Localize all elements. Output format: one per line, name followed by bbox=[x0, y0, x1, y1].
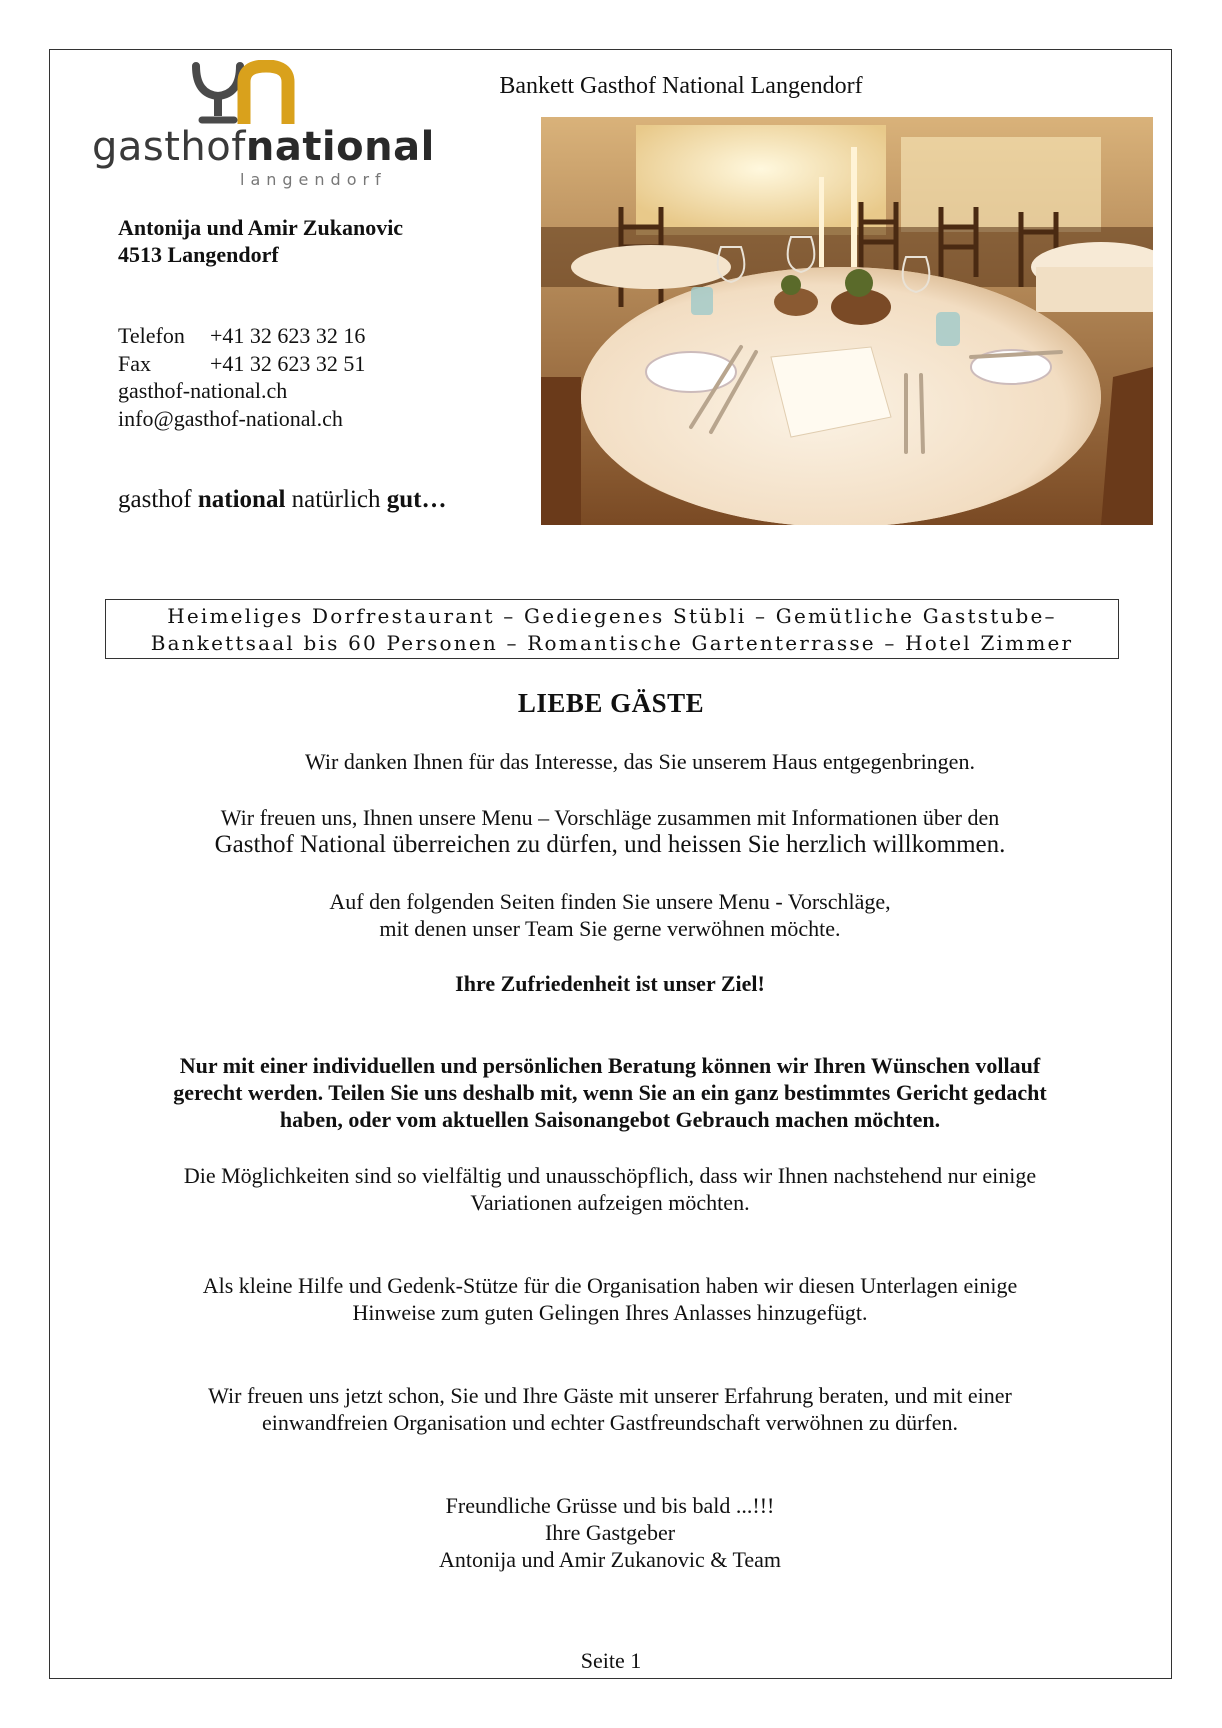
phone-row bbox=[118, 322, 365, 350]
contact-address bbox=[118, 214, 403, 268]
slogan: gasthof national natürlich gut… bbox=[118, 486, 447, 513]
features-line-1: Heimeliges Dorfrestaurant – Gediegenes Stübli – Gemütliche Gaststube– bbox=[167, 604, 1057, 628]
paragraph-thanks: Wir danken Ihnen für das Interesse, das Sie unserem Haus entgegenbringen. bbox=[305, 749, 975, 774]
paragraph-consulting: Nur mit einer individuellen und persönlichen Beratung können wir Ihren Wünschen vollauf gerecht werden. Teilen Sie uns deshalb mit, wenn Sie an ein ganz bestimmtes Gericht gedacht haben, oder vom aktuellen Saisonangebot Gebrauch machen möchten. bbox=[173, 1053, 1047, 1132]
logo-yn-icon bbox=[190, 60, 300, 128]
logo-subtitle: langendorf bbox=[240, 170, 387, 189]
paragraph-help: Als kleine Hilfe und Gedenk-Stütze für die Organisation haben wir diesen Unterlagen einige Hinweise zum guten Gelingen Ihres Anlasses hinzugefügt. bbox=[202, 1273, 1018, 1325]
contact-details bbox=[118, 322, 365, 432]
paragraph-goal: Ihre Zufriedenheit ist unser Ziel! bbox=[455, 971, 765, 996]
logo-wordmark: gasthofnational bbox=[92, 124, 435, 170]
fax-number: +41 32 623 32 51 bbox=[210, 350, 366, 376]
restaurant-table-photo bbox=[541, 117, 1153, 525]
fax-label: Fax bbox=[118, 350, 151, 376]
closing-signature: Freundliche Grüsse und bis bald ...!!! Ihre Gastgeber Antonija und Amir Zukanovic & Team bbox=[438, 1493, 782, 1572]
paragraph-menu: Auf den folgenden Seiten finden Sie unsere Menu - Vorschläge, mit denen unser Team Sie gerne verwöhnen möchte. bbox=[329, 889, 891, 941]
document-header-title: Bankett Gasthof National Langendorf bbox=[499, 73, 863, 99]
gasthof-national-logo bbox=[92, 60, 435, 200]
phone-number: +41 32 623 32 16 bbox=[210, 323, 366, 348]
features-line-2: Bankettsaal bis 60 Personen – Romantische Gartenterrasse – Hotel Zimmer bbox=[150, 631, 1074, 655]
email-link[interactable]: info@gasthof-national.ch bbox=[118, 405, 343, 431]
owner-city: 4513 Langendorf bbox=[118, 242, 279, 267]
paragraph-outlook: Wir freuen uns jetzt schon, Sie und Ihre Gäste mit unserer Erfahrung beraten, und mit einer einwandfreien Organisation und echter Gastfreundschaft verwöhnen zu dürfen. bbox=[208, 1383, 1012, 1435]
features-box bbox=[105, 599, 1119, 659]
page-number: Seite 1 bbox=[580, 1648, 642, 1673]
fax-row bbox=[118, 350, 365, 378]
letter-heading: LIEBE GÄSTE bbox=[517, 688, 705, 718]
owner-names: Antonija und Amir Zukanovic bbox=[118, 215, 404, 240]
website-link[interactable]: gasthof-national.ch bbox=[118, 378, 288, 403]
paragraph-welcome: Wir freuen uns, Ihnen unsere Menu – Vorschläge zusammen mit Informationen über den Gasthof National überreichen zu dürfen, und heissen Sie herzlich willkommen. bbox=[214, 805, 1006, 858]
phone-label: Telefon bbox=[118, 323, 185, 348]
paragraph-possibilities: Die Möglichkeiten sind so vielfältig und unausschöpflich, dass wir Ihnen nachstehend nur einige Variationen aufzeigen möchten. bbox=[183, 1163, 1037, 1215]
